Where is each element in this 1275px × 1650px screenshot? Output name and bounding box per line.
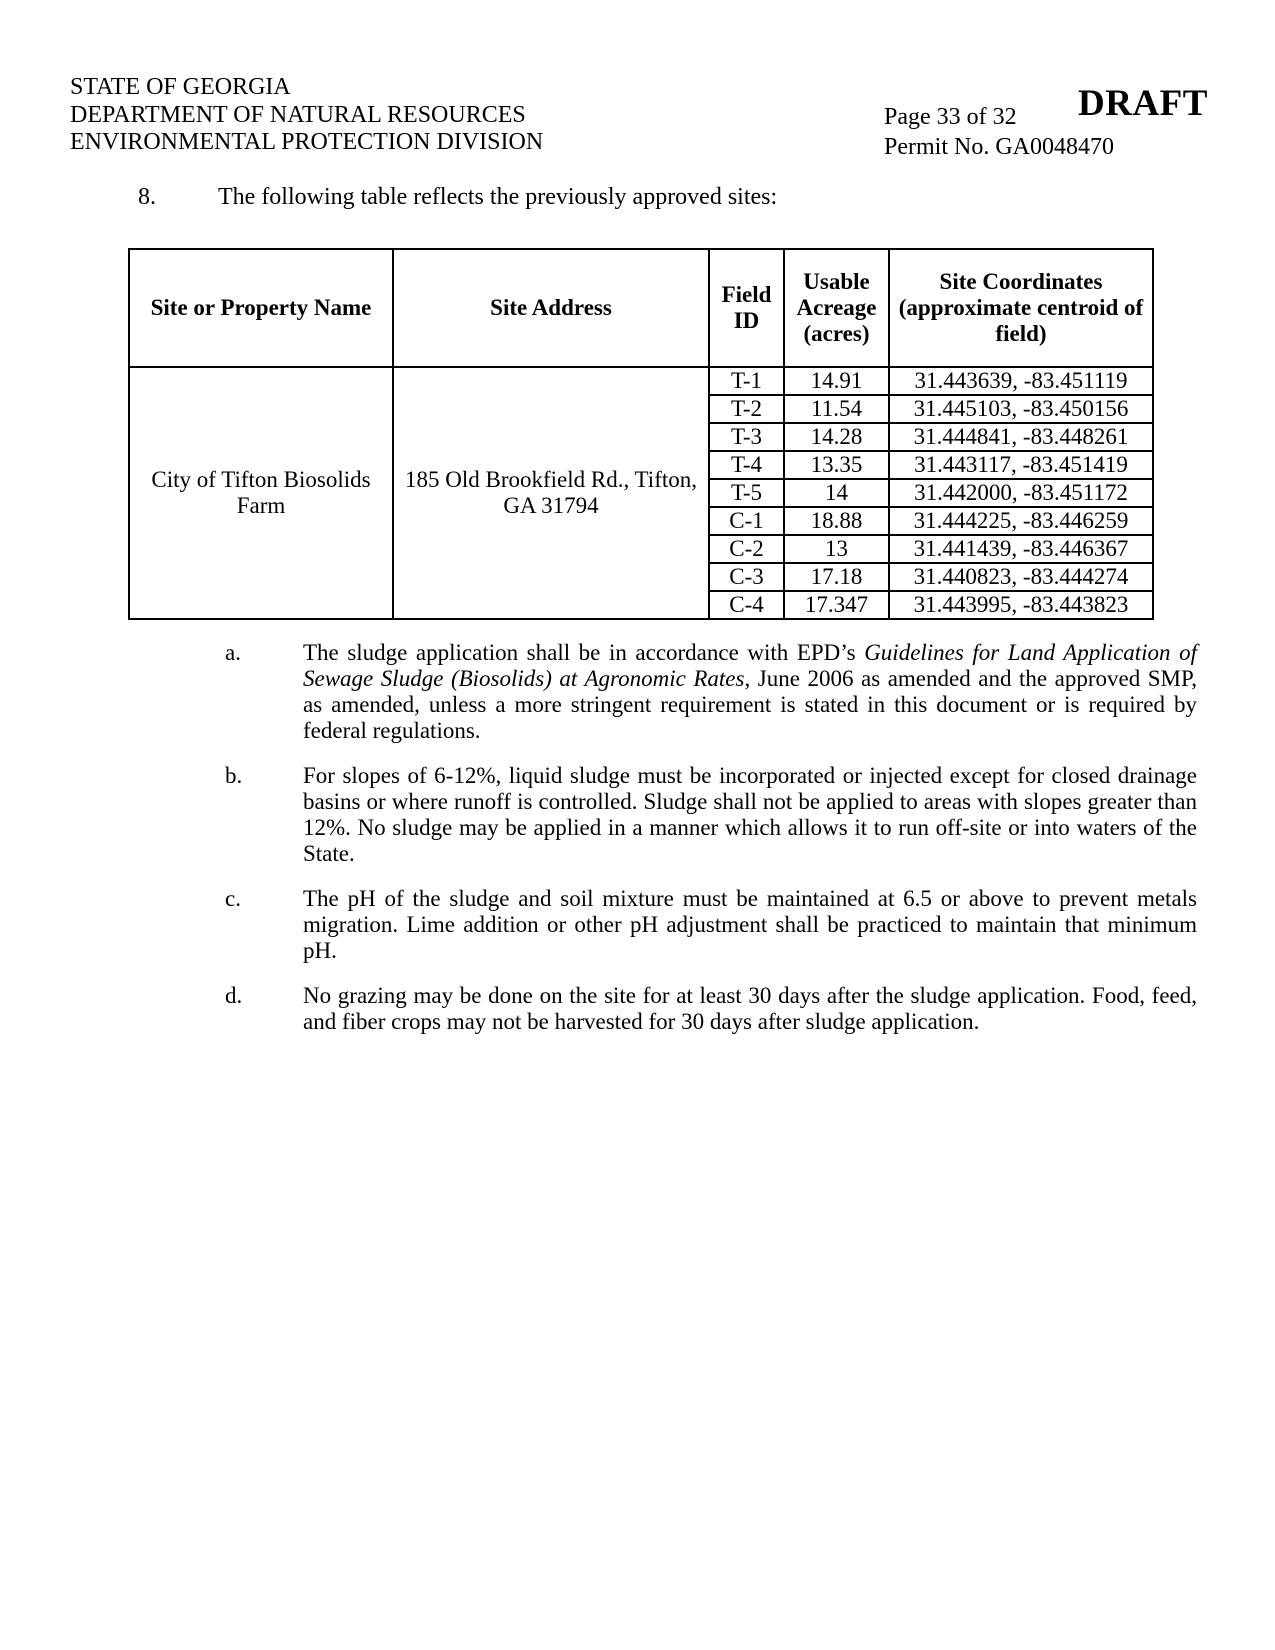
agency-line-division: ENVIRONMENTAL PROTECTION DIVISION	[70, 129, 544, 155]
condition-item-c	[225, 886, 1197, 964]
acreage-cell: 14	[784, 479, 889, 507]
table-row	[129, 367, 1153, 395]
item-label-d: d.	[225, 983, 243, 1008]
section-8-intro	[138, 184, 777, 211]
column-header-acreage: Usable Acreage (acres)	[784, 249, 889, 367]
acreage-cell: 17.347	[784, 591, 889, 619]
column-header-coordinates: Site Coordinates (approximate centroid of field)	[889, 249, 1153, 367]
acreage-cell: 13	[784, 535, 889, 563]
coordinates-cell: 31.445103, -83.450156	[889, 395, 1153, 423]
acreage-cell: 11.54	[784, 395, 889, 423]
coordinates-cell: 31.441439, -83.446367	[889, 535, 1153, 563]
site-name-cell: City of Tifton Biosolids Farm	[129, 367, 393, 619]
item-a-guidelines-title: Guidelines for Land Application of Sewage Sludge (Biosolids) at Agronomic Rates	[303, 640, 1198, 691]
condition-item-d	[225, 983, 1197, 1035]
table-header-row	[129, 249, 1153, 367]
item-label-a: a.	[225, 640, 241, 665]
condition-item-a	[225, 640, 1197, 744]
coordinates-cell: 31.444225, -83.446259	[889, 507, 1153, 535]
coordinates-cell: 31.444841, -83.448261	[889, 423, 1153, 451]
coordinates-cell: 31.440823, -83.444274	[889, 563, 1153, 591]
section-number: 8.	[138, 184, 156, 210]
item-label-c: c.	[225, 886, 241, 911]
field-id-cell: T-1	[709, 367, 784, 395]
acreage-cell: 14.28	[784, 423, 889, 451]
column-header-field-id: Field ID	[709, 249, 784, 367]
approved-sites-table	[128, 248, 1154, 620]
item-text-d: No grazing may be done on the site for at least 30 days after the sludge application. Food, feed, and fiber crops may not be harvested for 30 days after sludge application.	[303, 983, 1197, 1034]
field-id-cell: T-4	[709, 451, 784, 479]
site-address-cell: 185 Old Brookfield Rd., Tifton, GA 31794	[393, 367, 709, 619]
agency-header	[70, 74, 543, 157]
agency-line-department: DEPARTMENT OF NATURAL RESOURCES	[70, 101, 526, 128]
field-id-cell: T-3	[709, 423, 784, 451]
condition-item-b	[225, 763, 1197, 867]
coordinates-cell: 31.443117, -83.451419	[889, 451, 1153, 479]
field-id-cell: C-3	[709, 563, 784, 591]
field-id-cell: C-4	[709, 591, 784, 619]
field-id-cell: C-1	[709, 507, 784, 535]
field-id-cell: T-2	[709, 395, 784, 423]
field-id-cell: C-2	[709, 535, 784, 563]
draft-stamp: DRAFT	[1078, 83, 1208, 124]
permit-number: Permit No. GA0048470	[884, 134, 1114, 160]
acreage-cell: 14.91	[784, 367, 889, 395]
page-number: Page 33 of 32	[884, 104, 1017, 130]
section-intro-text: The following table reflects the previously approved sites:	[218, 184, 778, 210]
coordinates-cell: 31.442000, -83.451172	[889, 479, 1153, 507]
column-header-site-address: Site Address	[393, 249, 709, 367]
field-id-cell: T-5	[709, 479, 784, 507]
item-a-text-before: The sludge application shall be in accordance with EPD’s	[303, 640, 865, 665]
coordinates-cell: 31.443995, -83.443823	[889, 591, 1153, 619]
column-header-site-name: Site or Property Name	[129, 249, 393, 367]
acreage-cell: 18.88	[784, 507, 889, 535]
agency-line-state: STATE OF GEORGIA	[70, 74, 291, 100]
item-text-b: For slopes of 6-12%, liquid sludge must be incorporated or injected except for closed drainage basins or where runoff is controlled. Sludge shall not be applied to areas with slopes greater than 12%. No sludge may be applied in a manner which allows it to run off-site or into waters of the State.	[303, 763, 1197, 866]
conditions-list	[225, 640, 1197, 1054]
item-a-text-after: , June 2006 as amended and the approved SMP, as amended, unless a more stringent requirement is stated in this document or is required by federal regulations.	[303, 666, 1198, 743]
item-text-c: The pH of the sludge and soil mixture must be maintained at 6.5 or above to prevent metals migration. Lime addition or other pH adjustment shall be practiced to maintain that minimum pH.	[303, 886, 1197, 963]
acreage-cell: 13.35	[784, 451, 889, 479]
coordinates-cell: 31.443639, -83.451119	[889, 367, 1153, 395]
item-text-a	[303, 640, 1197, 744]
item-label-b: b.	[225, 763, 243, 788]
acreage-cell: 17.18	[784, 563, 889, 591]
